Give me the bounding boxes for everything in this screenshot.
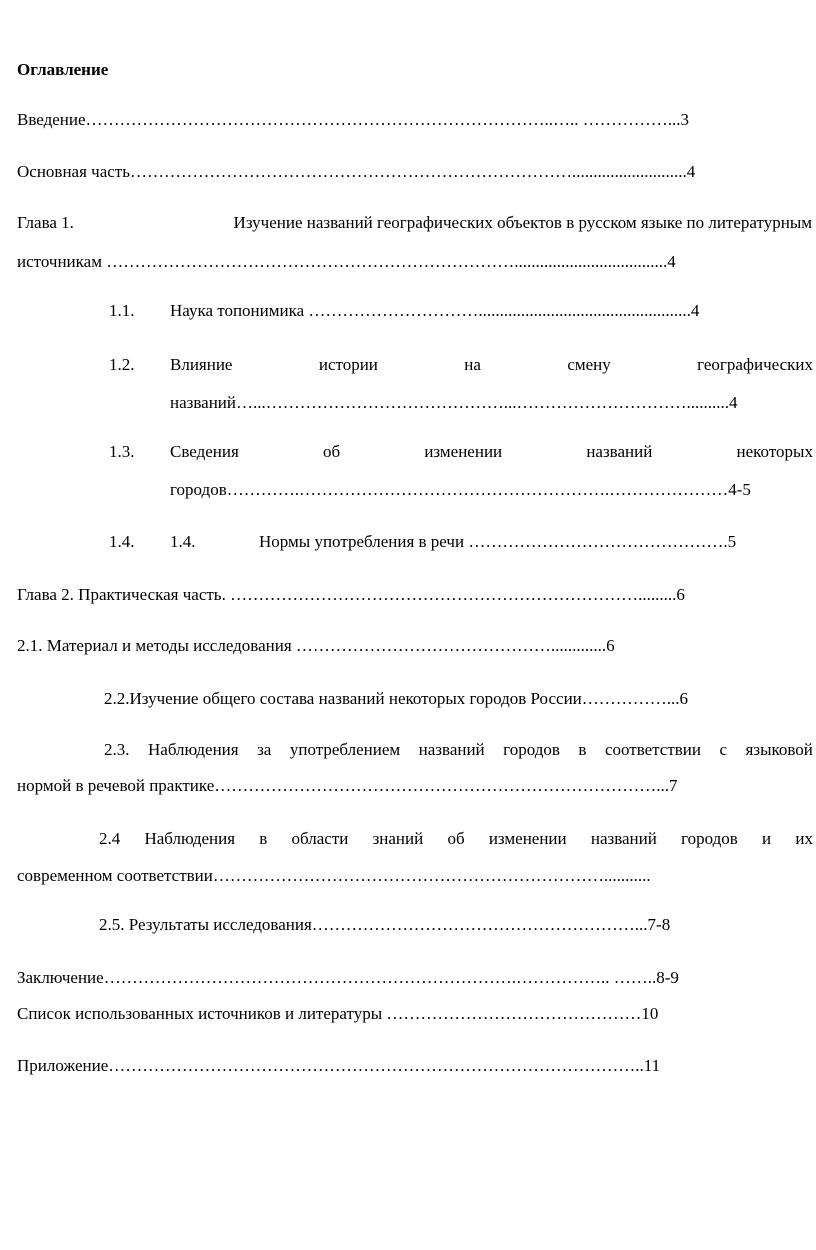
section-2-3-word: Наблюдения [148, 740, 239, 759]
toc-entry-sources: Список использованных источников и литературы ………………………………………10 [17, 1004, 659, 1023]
toc-entry-chapter-2: Глава 2. Практическая часть. ……………………………………………………………….........6 [17, 585, 685, 604]
section-1-2-word: на [464, 355, 481, 374]
section-1-3-word: названий [586, 442, 653, 461]
section-1-2-word: истории [318, 355, 378, 374]
toc-entry-section-1-3-line1 [170, 442, 813, 462]
section-2-3-word: городов [503, 740, 560, 759]
toc-entry-appendix: Приложение…………………………………………………………………………………..11 [17, 1056, 661, 1075]
section-2-4-word: Наблюдения [144, 829, 236, 848]
section-2-4-word: названий [590, 829, 657, 848]
section-2-4-word: городов [681, 829, 738, 848]
section-2-3-word: соответствии [604, 740, 701, 759]
section-1-3-word: изменении [424, 442, 503, 461]
section-2-4-word: знаний [372, 829, 424, 848]
section-1-1-number: 1.1. [109, 301, 135, 320]
section-2-4-word: изменении [488, 829, 567, 848]
section-2-4-word: их [795, 829, 813, 848]
section-1-2-word: географических [697, 355, 813, 374]
section-1-3-word: Сведения [170, 442, 239, 461]
toc-entry-chapter-1-line1 [17, 213, 812, 233]
section-2-3-word: употреблением [289, 740, 401, 759]
section-1-3-word: об [322, 442, 341, 461]
section-2-3-word: языковой [745, 740, 813, 759]
toc-entry-main-part: Основная часть……………………………………………………………………...........................4 [17, 162, 696, 181]
section-2-4-word: 2.4 [99, 829, 121, 848]
toc-entry-introduction: Введение………………………………………………………………………..….. ……………...3 [17, 110, 690, 129]
section-1-3-number: 1.3. [109, 442, 135, 461]
section-2-3-word: 2.3. [104, 740, 130, 759]
toc-entry-section-1-2-line1 [170, 355, 813, 375]
toc-heading: Оглавление [17, 60, 109, 79]
section-2-4-word: и [762, 829, 772, 848]
toc-entry-chapter-1-line2: источникам ………………………………………………………………....................................4 [17, 252, 676, 271]
chapter-1-number: Глава 1. [17, 213, 74, 232]
section-2-4-word: области [291, 829, 349, 848]
section-1-4-number: 1.4. [109, 532, 135, 551]
section-1-2-number: 1.2. [109, 355, 135, 374]
toc-entry-section-1-4: Нормы употребления в речи ……………………………………….5 [259, 532, 737, 551]
toc-entry-section-2-4-line1 [99, 829, 813, 849]
section-2-3-word: в [578, 740, 587, 759]
toc-entry-section-2-5: 2.5. Результаты исследования…………………………………………………...7-8 [99, 915, 671, 934]
section-1-2-word: смену [567, 355, 611, 374]
section-2-4-word: в [259, 829, 268, 848]
section-1-4-subnumber: 1.4. [170, 532, 196, 551]
section-1-3-word: некоторых [736, 442, 813, 461]
toc-entry-section-1-1: Наука топонимика …………………………..................................................4 [170, 301, 700, 320]
toc-entry-section-2-3-line1 [104, 740, 813, 760]
toc-entry-conclusion: Заключение……………………………………………………………….…………….. ……..8-9 [17, 968, 679, 987]
section-2-4-word: об [447, 829, 465, 848]
toc-entry-section-2-1: 2.1. Материал и методы исследования ……………………………………….............6 [17, 636, 615, 655]
toc-entry-section-2-2: 2.2.Изучение общего состава названий некоторых городов России……………...6 [104, 689, 689, 708]
toc-entry-section-1-2-line2: названий…...……………………………………...…………………………..........4 [170, 393, 738, 412]
section-2-3-word: с [719, 740, 728, 759]
section-1-2-word: Влияние [170, 355, 233, 374]
toc-entry-section-2-4-line2: современном соответствии……………………………………………………………........... [17, 866, 651, 885]
toc-entry-section-1-3-line2: городов………….……………………………………………….…………………4-5 [170, 480, 751, 499]
section-2-3-word: названий [418, 740, 485, 759]
section-2-3-word: за [257, 740, 272, 759]
chapter-1-title: Изучение названий географических объектов в русском языке по литературным [233, 213, 812, 232]
toc-entry-section-2-3-line2: нормой в речевой практике……………………………………………………………………...7 [17, 776, 678, 795]
